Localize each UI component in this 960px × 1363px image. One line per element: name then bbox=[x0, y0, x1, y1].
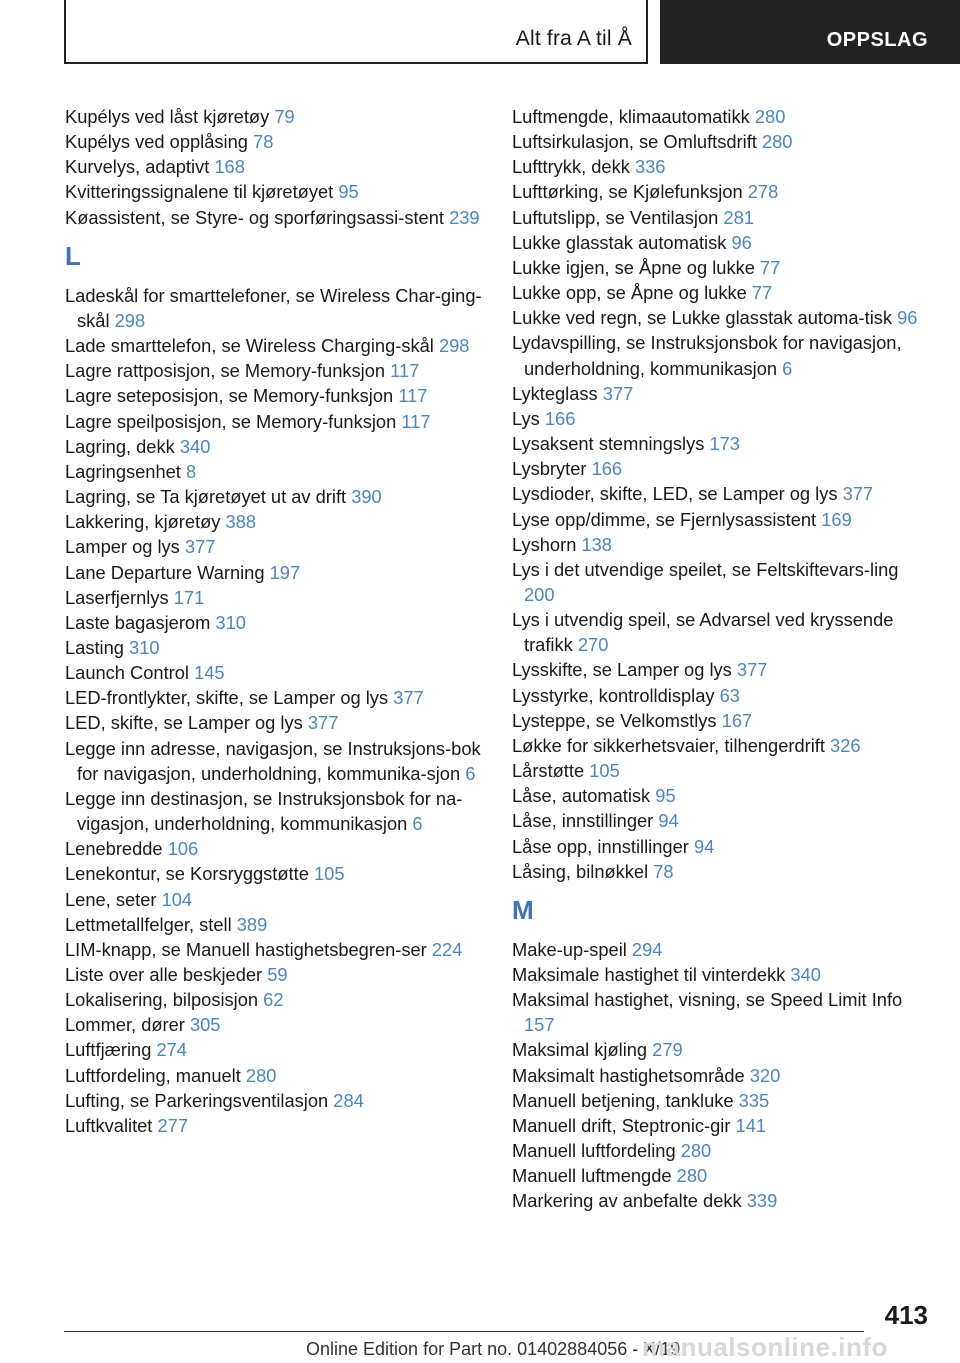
index-entry bbox=[512, 129, 922, 154]
index-entry-term: Legge inn destinasjon, se Instruksjonsbok for na-vigasjon, underholdning, kommunikasjon bbox=[65, 787, 463, 835]
index-entry bbox=[65, 786, 485, 836]
index-entry bbox=[65, 710, 485, 735]
footer-edition: Online Edition for Part no. 01402884056 - X/19 bbox=[306, 1339, 681, 1359]
index-entry-page-link[interactable]: 63 bbox=[719, 684, 740, 706]
index-entry-term: Lagring, se Ta kjøretøyet ut av drift bbox=[65, 486, 347, 508]
index-entry bbox=[65, 660, 485, 685]
index-entry bbox=[65, 937, 485, 962]
index-entry-page-link[interactable]: 167 bbox=[721, 709, 753, 731]
index-entry-page-link[interactable]: 284 bbox=[333, 1089, 364, 1111]
index-entry-page-link[interactable]: 377 bbox=[736, 659, 768, 681]
index-entry-term: Lukke glasstak automatisk bbox=[512, 231, 727, 253]
index-entry bbox=[512, 1063, 922, 1088]
index-entry-page-link[interactable]: 280 bbox=[754, 106, 786, 127]
index-entry-page-link[interactable]: 138 bbox=[581, 533, 612, 555]
index-entry bbox=[512, 255, 922, 280]
index-entry bbox=[512, 230, 922, 255]
index-entry bbox=[65, 104, 485, 129]
index-entry-page-link[interactable]: 166 bbox=[544, 407, 576, 429]
index-entry bbox=[65, 585, 485, 610]
index-entry bbox=[65, 205, 485, 230]
index-entry-term: Lysdioder, skifte, LED, se Lamper og lys bbox=[512, 483, 838, 505]
index-entry-term: Lasting bbox=[65, 636, 124, 658]
index-entry-term: Lufting, se Parkeringsventilasjon bbox=[65, 1089, 329, 1111]
index-entry-term: Låsing, bilnøkkel bbox=[512, 860, 649, 882]
index-entry-term: Lagring, dekk bbox=[65, 435, 175, 457]
index-entry-term: Manuell drift, Steptronic-gir bbox=[512, 1114, 731, 1136]
index-entry-page-link[interactable]: 78 bbox=[253, 131, 274, 153]
index-entry-term: Lagringsenhet bbox=[65, 460, 181, 482]
index-entry-page-link[interactable]: 6 bbox=[412, 813, 423, 835]
index-entry-page-link[interactable]: 169 bbox=[821, 508, 852, 530]
index-entry bbox=[65, 861, 485, 886]
index-entry bbox=[512, 758, 922, 783]
index-entry-term: Lydavspilling, se Instruksjonsbok for navigasjon, underholdning, kommunikasjon bbox=[512, 332, 902, 379]
index-entry-page-link[interactable]: 280 bbox=[676, 1165, 708, 1187]
index-column-left bbox=[65, 104, 485, 1138]
index-entry-page-link[interactable]: 279 bbox=[652, 1039, 683, 1061]
index-entry-term: Make-up-speil bbox=[512, 938, 627, 960]
index-entry bbox=[65, 1037, 485, 1062]
index-entry bbox=[65, 560, 485, 585]
index-entry-page-link[interactable]: 94 bbox=[693, 835, 715, 857]
index-entry-term: Kupélys ved låst kjøretøy bbox=[65, 106, 270, 127]
index-entry-term: Lysteppe, se Velkomstlys bbox=[512, 709, 717, 731]
index-entry-term: Maksimal kjøling bbox=[512, 1039, 648, 1061]
index-entry-page-link[interactable]: 377 bbox=[842, 483, 874, 505]
index-entry bbox=[65, 836, 485, 861]
index-entry-page-link[interactable]: 326 bbox=[830, 734, 861, 756]
index-entry-term: Lysstyrke, kontrolldisplay bbox=[512, 684, 715, 706]
index-entry-page-link[interactable]: 117 bbox=[401, 410, 431, 432]
index-entry bbox=[65, 484, 485, 509]
index-entry-page-link[interactable]: 377 bbox=[307, 712, 339, 734]
index-entry-page-link[interactable]: 298 bbox=[438, 335, 470, 357]
index-entry-page-link[interactable]: 59 bbox=[267, 964, 288, 985]
index-entry bbox=[512, 987, 922, 1037]
index-entry-term: Lyshorn bbox=[512, 533, 577, 555]
index-entry-term: Launch Control bbox=[65, 662, 189, 684]
index-entry bbox=[512, 708, 922, 733]
index-entry-term: Låse, innstillinger bbox=[512, 810, 654, 832]
index-entry-page-link[interactable]: 335 bbox=[738, 1089, 770, 1111]
header-section-tab bbox=[660, 0, 960, 64]
index-entry-term: Legge inn adresse, navigasjon, se Instruksjons-bok for navigasjon, underholdning, kommunika-sjon bbox=[65, 737, 481, 784]
index-entry-page-link[interactable]: 278 bbox=[747, 181, 779, 203]
index-entry-term: Luftkvalitet bbox=[65, 1114, 153, 1136]
index-entry bbox=[65, 283, 485, 333]
index-entry-term: Låse, automatisk bbox=[512, 785, 651, 807]
index-entry-term: Lade smarttelefon, se Wireless Charging-skål bbox=[65, 335, 434, 357]
index-entry-page-link[interactable]: 77 bbox=[751, 282, 773, 304]
index-column-right bbox=[512, 104, 922, 1214]
index-entry-page-link[interactable]: 96 bbox=[731, 231, 752, 253]
index-entry-term: Låse opp, innstillinger bbox=[512, 835, 689, 857]
index-entry bbox=[512, 1037, 922, 1062]
index-entry-term: Lysaksent stemningslys bbox=[512, 433, 705, 455]
index-entry-page-link[interactable]: 389 bbox=[236, 913, 268, 935]
index-entry-term: Luftmengde, klimaautomatikk bbox=[512, 106, 750, 127]
index-entry-page-link[interactable]: 340 bbox=[790, 964, 821, 985]
index-entry-term: Lakkering, kjøretøy bbox=[65, 511, 221, 533]
index-entry-page-link[interactable]: 200 bbox=[524, 583, 555, 605]
index-entry-page-link[interactable]: 388 bbox=[225, 511, 257, 533]
index-entry bbox=[512, 962, 922, 987]
index-entry-page-link[interactable]: 78 bbox=[653, 860, 674, 882]
index-entry-page-link[interactable]: 79 bbox=[274, 106, 295, 127]
index-entry bbox=[65, 534, 485, 559]
index-entry-term: Lys i det utvendige speilet, se Feltskiftevars-ling bbox=[512, 558, 899, 580]
index-entry-term: Lagre seteposisjon, se Memory-funksjon bbox=[65, 385, 394, 407]
index-entry-page-link[interactable]: 168 bbox=[214, 156, 245, 178]
index-entry bbox=[512, 557, 922, 607]
index-entry-page-link[interactable]: 105 bbox=[589, 760, 620, 782]
index-entry-page-link[interactable]: 197 bbox=[269, 561, 301, 583]
index-entry bbox=[65, 459, 485, 484]
page-number: 413 bbox=[884, 1300, 928, 1330]
index-entry-term: Luftfordeling, manuelt bbox=[65, 1064, 241, 1086]
index-entry-term: Manuell luftmengde bbox=[512, 1165, 672, 1187]
index-entry bbox=[512, 1163, 922, 1188]
index-entry bbox=[512, 381, 922, 406]
index-entry-page-link[interactable]: 320 bbox=[749, 1064, 781, 1086]
index-entry-page-link[interactable]: 95 bbox=[655, 785, 676, 807]
index-entry-page-link[interactable]: 281 bbox=[723, 206, 754, 228]
index-entry bbox=[512, 154, 922, 179]
index-entry bbox=[512, 179, 922, 204]
index-entry bbox=[65, 154, 485, 179]
index-entry bbox=[512, 431, 922, 456]
index-entry-term: Lufttørking, se Kjølefunksjon bbox=[512, 181, 743, 203]
index-entry-page-link[interactable]: 96 bbox=[897, 307, 918, 329]
index-entry bbox=[512, 733, 922, 758]
index-entry-page-link[interactable]: 141 bbox=[735, 1114, 767, 1136]
index-entry-term: Lykteglass bbox=[512, 382, 598, 404]
index-entry-page-link[interactable]: 62 bbox=[263, 989, 284, 1011]
index-entry bbox=[65, 129, 485, 154]
index-entry-term: Lenekontur, se Korsryggstøtte bbox=[65, 863, 309, 885]
index-entry bbox=[512, 280, 922, 305]
index-entry-term: Kvitteringssignalene til kjøretøyet bbox=[65, 181, 334, 203]
index-entry-page-link[interactable]: 157 bbox=[524, 1014, 555, 1036]
index-entry-term: Manuell betjening, tankluke bbox=[512, 1089, 734, 1111]
index-entry bbox=[65, 1113, 485, 1138]
index-entry-term: Lys bbox=[512, 407, 540, 429]
index-entry bbox=[512, 808, 922, 833]
index-entry-page-link[interactable]: 280 bbox=[680, 1140, 712, 1162]
index-entry-term: Maksimalt hastighetsområde bbox=[512, 1064, 745, 1086]
index-entry-term: Lamper og lys bbox=[65, 536, 180, 558]
index-entry-term: Lårstøtte bbox=[512, 760, 585, 782]
index-entry-page-link[interactable]: 277 bbox=[157, 1114, 188, 1136]
index-entry bbox=[512, 532, 922, 557]
index-entry bbox=[65, 635, 485, 660]
index-entry-term: Maksimal hastighet, visning, se Speed Limit Info bbox=[512, 989, 903, 1011]
index-entry-page-link[interactable]: 390 bbox=[351, 486, 382, 508]
index-entry bbox=[512, 330, 922, 380]
index-entry-page-link[interactable]: 280 bbox=[245, 1064, 277, 1086]
index-entry-page-link[interactable]: 377 bbox=[184, 536, 216, 558]
index-entry-term: Lukke igjen, se Åpne og lukke bbox=[512, 256, 755, 278]
index-entry-term: Lommer, dører bbox=[65, 1014, 185, 1036]
index-entry-page-link[interactable]: 336 bbox=[634, 156, 666, 178]
index-entry-term: Luftutslipp, se Ventilasjon bbox=[512, 206, 719, 228]
watermark: manualsonline.info bbox=[642, 1332, 888, 1362]
index-entry-page-link[interactable]: 173 bbox=[709, 433, 740, 455]
index-entry-page-link[interactable]: 105 bbox=[313, 863, 345, 885]
header-title-box bbox=[64, 0, 648, 64]
index-entry-page-link[interactable]: 166 bbox=[591, 458, 623, 480]
index-entry-page-link[interactable]: 377 bbox=[393, 687, 424, 709]
index-entry bbox=[65, 509, 485, 534]
index-entry-term: Lyse opp/dimme, se Fjernlysassistent bbox=[512, 508, 817, 530]
index-entry bbox=[65, 383, 485, 408]
index-entry-term: Luftfjæring bbox=[65, 1039, 152, 1061]
index-entry-page-link[interactable]: 294 bbox=[631, 938, 663, 960]
index-entry-page-link[interactable]: 77 bbox=[760, 256, 781, 278]
index-entry-term: Lenebredde bbox=[65, 838, 163, 860]
index-entry-term: Lukke opp, se Åpne og lukke bbox=[512, 282, 747, 304]
index-entry-page-link[interactable]: 117 bbox=[390, 360, 420, 382]
index-entry-term: Lagre speilposisjon, se Memory-funksjon bbox=[65, 410, 397, 432]
index-letter-heading: M bbox=[512, 894, 534, 925]
index-entry-term: Lukke ved regn, se Lukke glasstak automa-tisk bbox=[512, 307, 893, 329]
index-entry bbox=[512, 205, 922, 230]
index-entry-page-link[interactable]: 95 bbox=[338, 181, 359, 203]
index-entry-page-link[interactable]: 224 bbox=[431, 938, 463, 960]
index-entry-page-link[interactable]: 280 bbox=[761, 131, 793, 153]
index-entry-page-link[interactable]: 6 bbox=[465, 762, 476, 784]
index-entry-term: Lufttrykk, dekk bbox=[512, 156, 630, 178]
index-entry bbox=[65, 333, 485, 358]
index-entry-term: Køassistent, se Styre- og sporføringsassi-stent bbox=[65, 206, 444, 228]
index-entry-term: Lane Departure Warning bbox=[65, 561, 265, 583]
index-entry bbox=[65, 179, 485, 204]
index-entry-term: Lettmetallfelger, stell bbox=[65, 913, 232, 935]
index-entry-term: Luftsirkulasjon, se Omluftsdrift bbox=[512, 131, 757, 153]
index-entry bbox=[65, 912, 485, 937]
index-entry bbox=[512, 1188, 922, 1213]
index-entry bbox=[65, 987, 485, 1012]
index-entry-term: Manuell luftfordeling bbox=[512, 1140, 676, 1162]
index-entry-page-link[interactable]: 145 bbox=[194, 662, 225, 684]
index-entry-term: Ladeskål for smarttelefoner, se Wireless Char-ging-skål bbox=[65, 284, 482, 331]
index-entry bbox=[512, 834, 922, 859]
index-entry bbox=[512, 607, 922, 657]
index-entry-term: Lene, seter bbox=[65, 888, 157, 910]
index-entry-term: Lokalisering, bilposisjon bbox=[65, 989, 259, 1011]
index-entry-page-link[interactable]: 310 bbox=[215, 611, 246, 633]
index-entry-page-link[interactable]: 6 bbox=[782, 357, 793, 379]
index-entry-page-link[interactable]: 339 bbox=[746, 1190, 778, 1212]
index-entry-term: Laste bagasjerom bbox=[65, 611, 211, 633]
index-entry-term: Laserfjernlys bbox=[65, 586, 169, 608]
index-entry-page-link[interactable]: 106 bbox=[167, 838, 199, 860]
index-entry-page-link[interactable]: 171 bbox=[173, 586, 205, 608]
header-section-label: OPPSLAG bbox=[826, 29, 928, 51]
index-entry bbox=[65, 1063, 485, 1088]
index-entry-term: Maksimale hastighet til vinterdekk bbox=[512, 964, 786, 985]
header-title: Alt fra A til Å bbox=[515, 27, 632, 50]
index-entry bbox=[512, 1088, 922, 1113]
index-entry-page-link[interactable]: 104 bbox=[161, 888, 193, 910]
index-entry bbox=[65, 962, 485, 987]
index-entry-term: LED, skifte, se Lamper og lys bbox=[65, 712, 303, 734]
index-entry bbox=[65, 685, 485, 710]
index-entry-page-link[interactable]: 270 bbox=[577, 634, 609, 656]
index-entry bbox=[512, 305, 922, 330]
index-entry-term: Løkke for sikkerhetsvaier, tilhengerdrift bbox=[512, 734, 825, 756]
index-entry bbox=[65, 887, 485, 912]
index-entry bbox=[512, 683, 922, 708]
index-entry bbox=[512, 859, 922, 884]
index-entry-page-link[interactable]: 310 bbox=[129, 636, 160, 658]
index-entry-page-link[interactable]: 94 bbox=[658, 810, 679, 832]
index-entry bbox=[512, 1138, 922, 1163]
index-entry-term: LIM-knapp, se Manuell hastighetsbegren-ser bbox=[65, 938, 427, 960]
index-letter-heading: L bbox=[65, 240, 81, 271]
index-entry bbox=[65, 434, 485, 459]
index-entry-term: Lysskifte, se Lamper og lys bbox=[512, 659, 732, 681]
index-entry bbox=[65, 610, 485, 635]
index-entry-page-link[interactable]: 239 bbox=[449, 206, 480, 228]
index-entry bbox=[512, 783, 922, 808]
index-entry bbox=[512, 406, 922, 431]
index-entry-page-link[interactable]: 305 bbox=[189, 1014, 221, 1036]
index-entry-page-link[interactable]: 377 bbox=[602, 382, 634, 404]
index-entry-term: Liste over alle beskjeder bbox=[65, 964, 263, 985]
index-entry-page-link[interactable]: 8 bbox=[185, 460, 197, 482]
index-entry bbox=[65, 358, 485, 383]
index-entry-term: Kurvelys, adaptivt bbox=[65, 156, 210, 178]
index-entry bbox=[65, 1012, 485, 1037]
index-entry-term: Kupélys ved opplåsing bbox=[65, 131, 248, 153]
index-entry-term: LED-frontlykter, skifte, se Lamper og lys bbox=[65, 687, 389, 709]
index-entry-term: Markering av anbefalte dekk bbox=[512, 1190, 742, 1212]
index-entry bbox=[512, 456, 922, 481]
index-entry bbox=[512, 937, 922, 962]
index-entry bbox=[512, 1113, 922, 1138]
index-entry-term: Lysbryter bbox=[512, 458, 587, 480]
index-entry-term: Lagre rattposisjon, se Memory-funksjon bbox=[65, 360, 386, 382]
index-entry-page-link[interactable]: 340 bbox=[179, 435, 211, 457]
index-entry-term: Lys i utvendig speil, se Advarsel ved kryssende trafikk bbox=[512, 609, 894, 656]
index-entry bbox=[512, 657, 922, 682]
index-entry bbox=[512, 507, 922, 532]
index-entry bbox=[512, 104, 922, 129]
index-entry bbox=[65, 736, 485, 786]
index-entry-page-link[interactable]: 117 bbox=[398, 385, 428, 407]
index-entry-page-link[interactable]: 298 bbox=[114, 309, 146, 331]
index-entry bbox=[65, 409, 485, 434]
index-entry bbox=[65, 1088, 485, 1113]
index-entry bbox=[512, 481, 922, 506]
index-entry-page-link[interactable]: 274 bbox=[156, 1039, 187, 1061]
